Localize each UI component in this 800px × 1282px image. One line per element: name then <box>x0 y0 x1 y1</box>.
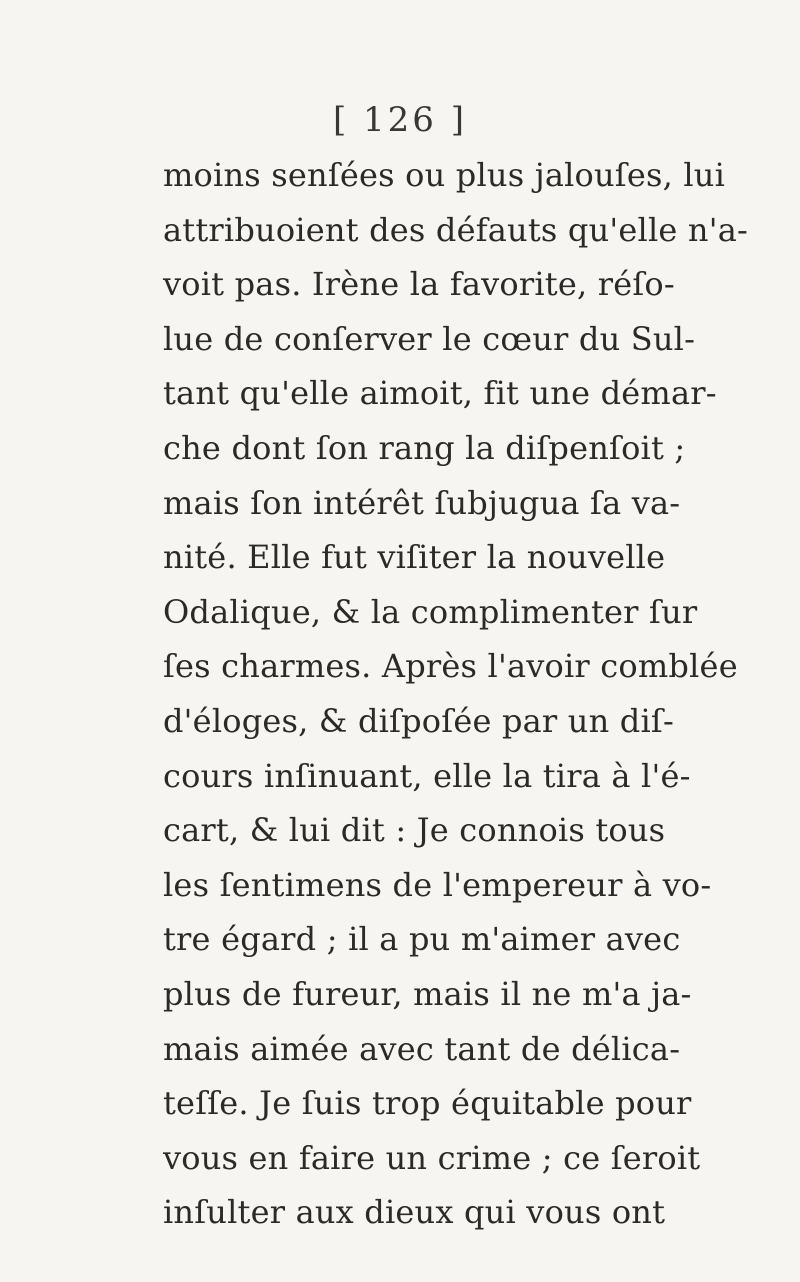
text-line: teſſe. Je ſuis trop équitable pour <box>163 1084 692 1123</box>
text-line: lue de conſerver le cœur du Sul- <box>163 319 696 358</box>
text-line: cours inſinuant, elle la tira à l'é- <box>163 756 691 795</box>
text-line: ſes charmes. Après l'avoir comblée <box>163 647 738 686</box>
text-line: d'éloges, & diſpoſée par un diſ- <box>163 701 674 740</box>
text-line: nité. Elle fut viſiter la nouvelle <box>163 538 666 577</box>
text-line: les ſentimens de l'empereur à vo- <box>163 865 712 904</box>
text-line: inſulter aux dieux qui vous ont <box>163 1193 666 1232</box>
text-line: Odalique, & la complimenter ſur <box>163 592 698 631</box>
text-line: cart, & lui dit : Je connois tous <box>163 811 666 850</box>
text-line: tant qu'elle aimoit, fit une démar- <box>163 374 717 413</box>
text-line: vous en faire un crime ; ce ſeroit <box>163 1138 701 1177</box>
text-line: tre égard ; il a pu m'aimer avec <box>163 920 681 959</box>
body-text <box>163 148 749 1240</box>
text-line: mais aimée avec tant de délica- <box>163 1029 681 1068</box>
text-line: moins senſées ou plus jalouſes, lui <box>163 156 726 194</box>
text-line: che dont ſon rang la diſpenſoit ; <box>163 428 686 467</box>
text-line: plus de fureur, mais il ne m'a ja- <box>163 974 692 1013</box>
page-number: [ 126 ] <box>332 100 468 140</box>
text-line: mais ſon intérêt ſubjugua ſa va- <box>163 483 681 522</box>
text-line: voit pas. Irène la favorite, réſo- <box>163 265 675 304</box>
text-line: attribuoient des défauts qu'elle n'a- <box>163 210 749 249</box>
